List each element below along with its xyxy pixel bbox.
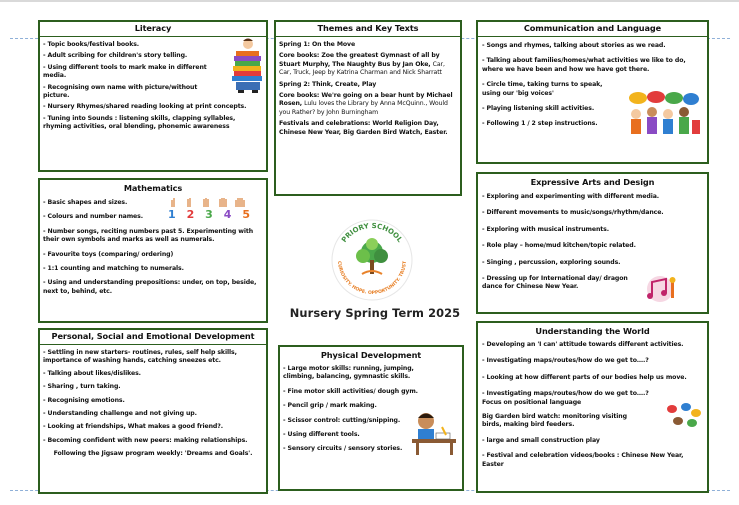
list-item: - Adult scribing for children's story telling. — [43, 52, 188, 60]
spring1-books — [279, 52, 457, 77]
list-item: - Becoming confident with new peers: making relationships. — [43, 436, 248, 444]
list-item: - Using different tools to mark make in different media. — [43, 63, 207, 80]
literacy-box — [38, 20, 268, 172]
list-item: - Exploring and experimenting with different media. — [482, 193, 660, 200]
list-item: - 1:1 counting and matching to numerals. — [43, 265, 184, 273]
list-item: - Following 1 / 2 step instructions. — [482, 120, 598, 128]
list-item: - Fine motor skill activities/ dough gym. — [283, 387, 418, 395]
list-item: - Settling in new starters- routines, rules, self help skills, importance of washing hands, catching sneezes etc. — [43, 349, 237, 365]
list-item: - Investigating maps/routes/how do we get to….? — [482, 357, 649, 365]
birds-icon — [664, 401, 704, 429]
number-3: 3 — [205, 208, 213, 221]
list-item: - Recognising own name with picture/without picture. — [43, 83, 198, 100]
counting-hands-icon — [168, 196, 250, 208]
festivals-text: Festivals and celebrations: World Religion Day, Chinese New Year, Big Garden Bird Watch, Easter. — [279, 120, 448, 136]
children-speech-bubbles-icon — [626, 90, 702, 136]
logo-arc-top: PRIORY SCHOOL — [340, 221, 404, 244]
spring1-heading: Spring 1: On the Move — [279, 41, 356, 48]
list-item: - Large motor skills: running, jumping, climbing, balancing, gymnastic skills. — [283, 365, 414, 381]
mathematics-title: Mathematics — [123, 183, 183, 193]
logo-arc-bottom: CURIOSITY. HOPE. OPPORTUNITY. TRUST — [335, 260, 409, 297]
child-writing-desk-icon — [406, 409, 458, 457]
music-instruments-icon — [638, 274, 682, 304]
communication-title: Communication and Language — [478, 22, 707, 37]
list-item: - Dressing up for International day/ dragon dance for Chinese New Year. — [482, 275, 628, 291]
literacy-title: Literacy — [40, 22, 266, 37]
list-item: - Using different tools. — [283, 431, 360, 439]
list-item: Focus on positional language — [482, 398, 582, 406]
list-item: - Songs and rhymes, talking about stories as we read. — [482, 42, 666, 49]
list-item: - Recognising emotions. — [43, 396, 125, 404]
expressive-title: Expressive Arts and Design — [530, 177, 655, 187]
spring2-heading: Spring 2: Think, Create, Play — [279, 80, 377, 88]
number-1: 1 — [168, 208, 176, 221]
reading-child-books-icon — [230, 36, 266, 94]
list-item: - Sensory circuits / sensory stories. — [283, 445, 403, 453]
psed-list — [40, 345, 266, 445]
spring1-books-bold: Core books: Zoe the greatest Gymnast of all by Stuart Murphy, The Naughty Bus by Jan Oke, — [279, 52, 440, 68]
list-item: - Scissor control: cutting/snipping. — [283, 416, 401, 424]
list-item: - Different movements to music/songs/rhythm/dance. — [482, 209, 664, 217]
list-item: Big Garden bird watch: monitoring visiting birds, making bird feeders. — [482, 413, 627, 429]
understanding-title: Understanding the World — [535, 326, 650, 336]
priory-school-logo — [326, 214, 418, 302]
list-item: - Understanding challenge and not giving up. — [43, 410, 197, 418]
psed-box — [38, 328, 268, 494]
list-item: - Sharing , turn taking. — [43, 383, 121, 391]
list-item: - large and small construction play — [482, 436, 600, 444]
list-item: - Singing , percussion, exploring sounds. — [482, 258, 621, 266]
list-item: - Favourite toys (comparing/ ordering) — [43, 250, 174, 258]
list-item: - Pencil grip / mark making. — [283, 402, 377, 410]
list-item: - Looking at friendships, What makes a good friend?. — [43, 423, 223, 431]
list-item: - Talking about families/homes/what activities we like to do, where we have been and how we have got there. — [482, 57, 686, 73]
number-row — [168, 208, 250, 222]
list-item: - Basic shapes and sizes. — [43, 199, 128, 206]
themes-box — [274, 20, 462, 196]
spring2-books — [279, 92, 457, 117]
list-item: - Tuning into Sounds : listening skills, clapping syllables, rhyming activities, oral blending, phonemic awareness — [43, 114, 236, 131]
list-item: - Playing listening skill activities. — [482, 105, 595, 113]
page-title: Nursery Spring Term 2025 — [289, 306, 461, 320]
list-item: - Investigating maps/routes/how do we get to….? — [482, 390, 649, 398]
list-item: - Festival and celebration videos/books : Chinese New Year, Easter — [482, 452, 684, 468]
list-item: - Looking at how different parts of our bodies help us move. — [482, 373, 687, 381]
mathematics-box — [38, 178, 268, 323]
understanding-box — [476, 321, 709, 493]
list-item: - Exploring with musical instruments. — [482, 225, 609, 233]
list-item: - Topic books/festival books. — [43, 41, 140, 48]
number-5: 5 — [242, 208, 250, 221]
psed-footer: Following the Jigsaw program weekly: 'Dreams and Goals'. — [53, 450, 253, 458]
list-item: - Developing an 'I can' attitude towards different activities. — [482, 341, 684, 348]
list-item: - Number songs, reciting numbers past 5. Experimenting with their own symbols and marks as well as numerals. — [43, 227, 254, 244]
counting-hands-numbers — [168, 196, 250, 224]
list-item: - Nursery Rhymes/shared reading looking at print concepts. — [43, 103, 247, 111]
themes-title: Themes and Key Texts — [276, 22, 460, 37]
list-item: - Role play – home/mud kitchen/topic related. — [482, 242, 636, 250]
list-item: - Using and understanding prepositions: under, on top, beside, next to, behind, etc. — [43, 279, 257, 295]
list-item: - Colours and number names. — [43, 213, 143, 221]
list-item: - Circle time, taking turns to speak, using our 'big voices' — [482, 81, 603, 97]
number-4: 4 — [223, 208, 232, 221]
top-border — [0, 0, 739, 2]
physical-title: Physical Development — [320, 350, 422, 360]
number-2: 2 — [186, 208, 195, 221]
spring2-books-bold: Core books: We're going on a bear hunt by Michael Rosen, — [279, 92, 453, 108]
psed-title: Personal, Social and Emotional Development — [40, 330, 266, 345]
physical-box — [278, 345, 464, 491]
list-item: - Talking about likes/dislikes. — [43, 369, 141, 377]
spring2-books-light: Lulu loves the Library by Anna McQuinn., Would you Rather? by John Burningham — [279, 100, 448, 116]
spring1-books-light: Car, Car, Truck, Jeep by Katrina Charman and Nick Sharratt — [279, 60, 445, 77]
communication-box — [476, 20, 709, 164]
expressive-box — [476, 172, 709, 314]
